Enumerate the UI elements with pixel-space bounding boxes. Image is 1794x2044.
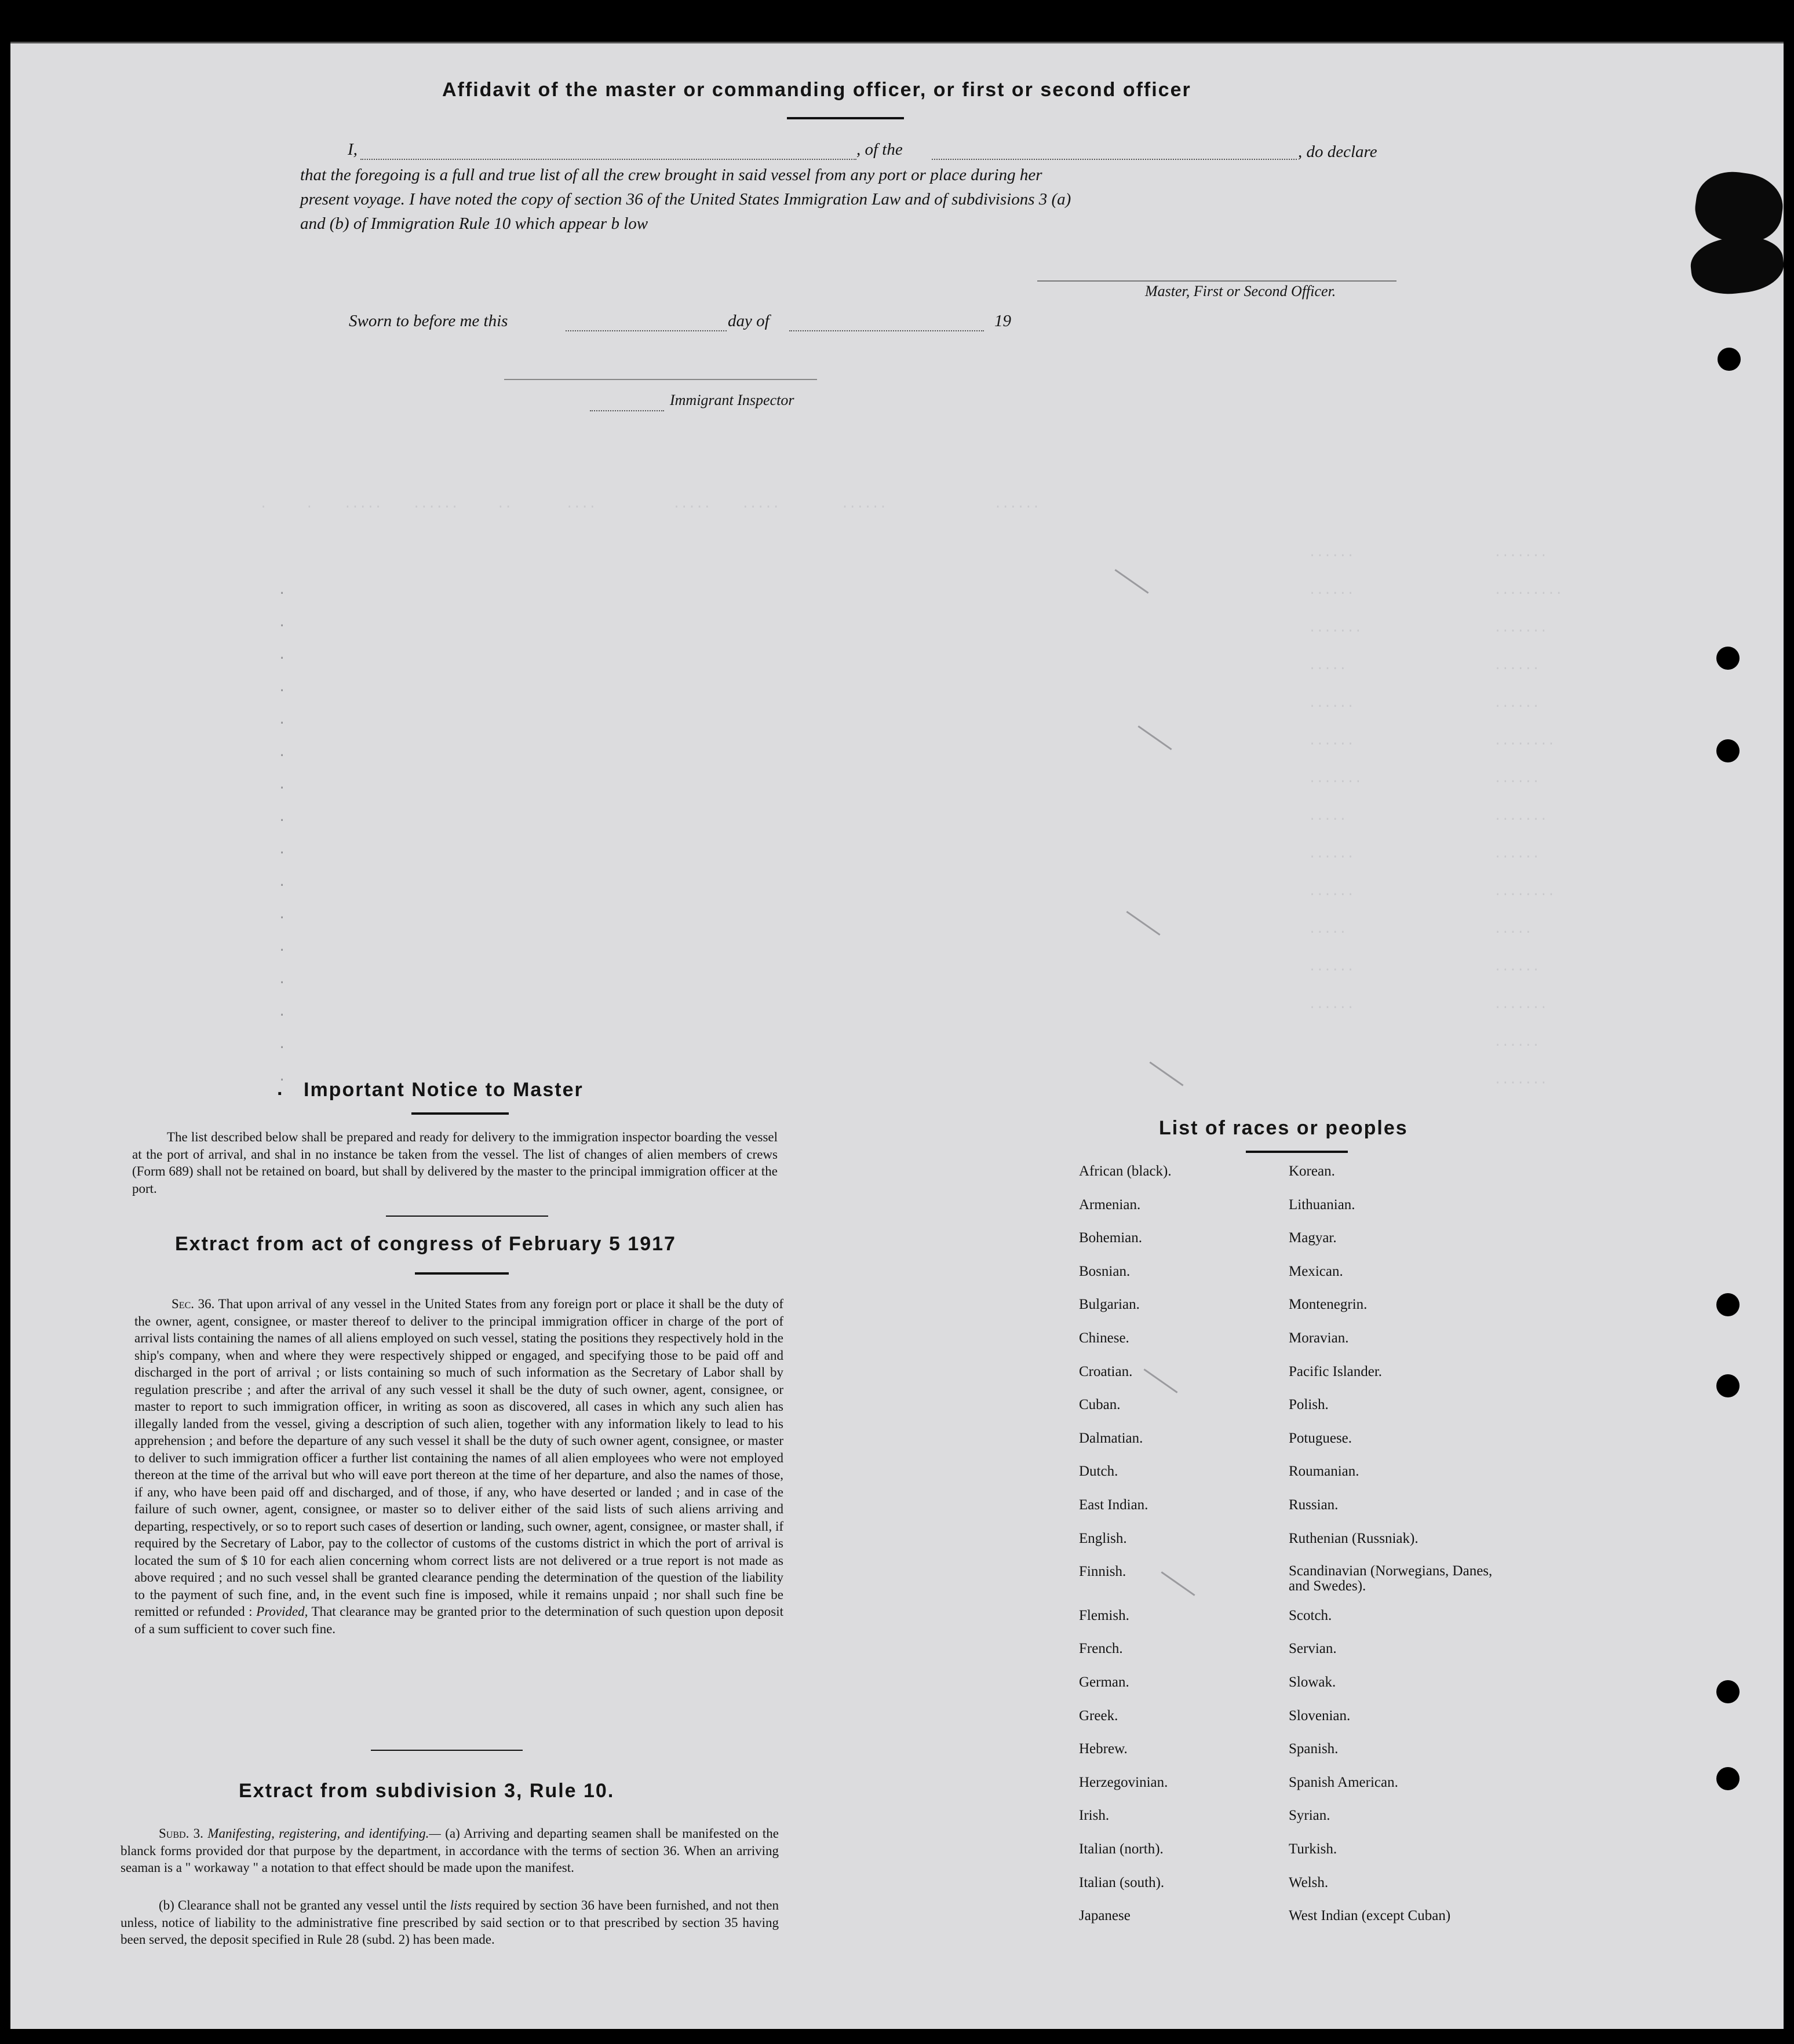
race-entry: West Indian (except Cuban) — [1289, 1908, 1451, 1924]
vessel-blank — [932, 159, 1297, 160]
race-entry: Slovenian. — [1289, 1707, 1351, 1724]
race-entry: Herzegovinian. — [1079, 1774, 1168, 1790]
sworn-month-blank — [789, 330, 984, 331]
race-entry: Spanish American. — [1289, 1774, 1398, 1790]
bleed-through-col-2: ....... ......... ....... ...... ...... ........ ...... ....... ...... ........ ..... ...... ....... ...... ....... — [1494, 546, 1563, 1087]
year-label: 19 — [994, 312, 1011, 330]
race-entry: East Indian. — [1079, 1497, 1148, 1513]
affidavit-line-4: and (b) of Immigration Rule 10 which appear b low — [300, 214, 648, 233]
inspector-caption: Immigrant Inspector — [670, 392, 794, 408]
race-entry: English. — [1079, 1530, 1127, 1546]
race-entry: Greek. — [1079, 1707, 1118, 1724]
race-entry: Bohemian. — [1079, 1230, 1143, 1246]
race-entry: Mexican. — [1289, 1263, 1343, 1279]
rule-subd-heading: Manifesting, registering, and identifying.— — [207, 1826, 441, 1841]
race-entry: Magyar. — [1289, 1230, 1337, 1246]
notice-title-underline — [411, 1112, 509, 1115]
binding-hole — [1718, 348, 1741, 371]
master-caption: Master, First or Second Officer. — [1145, 283, 1336, 300]
notice-divider — [386, 1216, 548, 1217]
rule-subd-b — [121, 1897, 779, 1948]
race-entry: Dalmatian. — [1079, 1430, 1143, 1446]
affidavit-declare-label: , do declare — [1298, 143, 1377, 161]
race-entry: Flemish. — [1079, 1607, 1129, 1623]
act-title-underline — [415, 1272, 509, 1275]
binding-hole — [1716, 1374, 1740, 1397]
binding-hole — [1716, 739, 1740, 762]
act-section-text: That upon arrival of any vessel in the United States from any foreign port or place it shall be the duty of the owner, agent, consignee, or master thereof to deliver to the principal immigration officer in charge of the port of arrival lists containing the names of all aliens employed on such vessel, stating the positions they respectively hold in the ship's company, when and where they were respectively shipped or engaged, and specifying those to be paid off and discharged in the port of arrival ; or lists containing so much of such information as the Secretary of Labor shall by regulation prescribe ; and after the arrival of any such vessel it shall be the duty of such owner, agent, consignee, or master to report to such immigration officer, in writing as soon as discovered, all cases in which any such alien has illegally landed from the vessel, giving a description of such alien, together with any information likely to lead to his apprehension ; and before the departure of any such vessel it shall be the duty of such owner agent, consignee, or master to deliver to such immigration officer a further list containing the names of all alien employees who were not employed thereon at the time of the arrival but who will eave port thereon at the time of her departure, and also the names of those, if any, who have been paid off and discharged, and of those, if any, who have deserted or landed ; and in case of the failure of such owner, agent, consignee, or master so to deliver either of the said lists of such aliens arriving and departing, respectively, or so to report such cases of desertion or landing, such owner, agent, consignee, or master shall, if required by the Secretary of Labor, pay to the collector of customs of the customs district in which the port of arrival is located the sum of $ 10 for each alien concerning whom correct lists are not delivered or a true report is not made as above required ; and no such vessel shall be granted clearance pending the determination of the question of the liability to the payment of such fine, and, in the event such fine is imposed, while it remains unpaid ; nor shall such fine be remitted or refunded : — [134, 1297, 783, 1619]
affidavit-line-2: that the foregoing is a full and true list of all the crew brought in said vessel from any port or place during her — [300, 166, 1042, 184]
rule-para-a: (a) Arriving and departing seamen shall be manifested on the blanck forms provided dor that purpose by the department, in accordance with the terms of section 36. When an arriving seaman is a " workaway " a notation to that effect should be made upon the manifest. — [121, 1826, 779, 1875]
race-entry: Slowak. — [1289, 1674, 1336, 1690]
day-of-label: day of — [728, 312, 770, 330]
race-entry: Cuban. — [1079, 1397, 1121, 1413]
notice-text: The list described below shall be prepared and ready for delivery to the immigration inspector boarding the vessel at the port of arrival, and shal in no instance be taken from the vessel. The list of changes of alien members of crews (Form 689) shall not be retained on board, but shall by delivered by the master to the principal immigration officer at the port. — [132, 1130, 778, 1196]
race-entry: Hebrew. — [1079, 1741, 1128, 1757]
form-sheet — [10, 42, 1784, 2029]
race-entry: Potuguese. — [1289, 1430, 1352, 1446]
pencil-mark — [1161, 1571, 1195, 1596]
rule-para-b-2: required by section 36 have been furnished, and not then unless, notice of liability to the administrative fine prescribed by said section or to that prescribed by section 35 having been served, the deposit specified in Rule 28 (subd. 2) has been made. — [121, 1898, 779, 1947]
race-entry: Pacific Islander. — [1289, 1363, 1383, 1379]
bleed-through-row: . . ..... ...... .. .... ..... ..... ...... ...... — [260, 497, 1040, 512]
race-entry: Montenegrin. — [1289, 1297, 1368, 1313]
race-entry: Finnish. — [1079, 1564, 1126, 1580]
race-entry: Roumanian. — [1289, 1463, 1359, 1480]
notice-title: Important Notice to Master — [304, 1079, 584, 1101]
race-entry: African (black). — [1079, 1163, 1172, 1179]
act-title: Extract from act of congress of February 5 1917 — [175, 1233, 676, 1255]
sworn-label: Sworn to before me this — [349, 312, 508, 330]
rule-para-b-1: (b) Clearance shall not be granted any vessel until the — [159, 1898, 447, 1912]
race-entry: Italian (south). — [1079, 1874, 1165, 1890]
races-title: List of races or peoples — [1159, 1117, 1408, 1139]
sworn-day-blank — [566, 330, 727, 331]
inspector-signature-line — [504, 379, 817, 380]
binding-hole — [1716, 1767, 1740, 1790]
affidavit-i-label: I, — [348, 140, 358, 159]
act-divider — [371, 1750, 523, 1751]
pencil-mark — [1126, 911, 1160, 936]
affidavit-of-the-label: , of the — [856, 140, 903, 159]
name-blank — [360, 159, 856, 160]
race-entry: Ruthenian (Russniak). — [1289, 1530, 1419, 1546]
rule-subd-label: Subd. 3. — [159, 1826, 203, 1841]
race-entry: Bosnian. — [1079, 1263, 1131, 1279]
binding-hole — [1716, 1680, 1740, 1703]
rule-subd-a — [121, 1825, 779, 1877]
race-entry: Moravian. — [1289, 1330, 1349, 1346]
race-entry: Lithuanian. — [1289, 1196, 1355, 1213]
bleed-through-col: ...... ...... ....... ..... ...... ...... ....... ..... ...... ...... ..... ...... ...... — [1308, 546, 1362, 1012]
race-entry: Welsh. — [1289, 1874, 1329, 1890]
bleed-through-dots: . . . . . . . . . . . . . . . . — [278, 583, 286, 1085]
master-signature-line — [1037, 280, 1396, 282]
pencil-mark — [1114, 569, 1148, 594]
race-entry: Chinese. — [1079, 1330, 1129, 1346]
race-entry: German. — [1079, 1674, 1129, 1690]
pencil-mark — [1143, 1368, 1177, 1393]
edge-tear-mark — [1691, 167, 1786, 248]
edge-tear-mark — [1688, 233, 1786, 298]
race-entry: Bulgarian. — [1079, 1297, 1140, 1313]
race-entry: Turkish. — [1289, 1841, 1337, 1857]
pencil-mark — [1149, 1061, 1183, 1086]
page-edge-top — [10, 42, 1784, 43]
binding-hole — [1716, 1293, 1740, 1316]
race-entry: Polish. — [1289, 1397, 1329, 1413]
pencil-mark — [1137, 725, 1172, 750]
race-entry: Japanese — [1079, 1908, 1131, 1924]
race-entry: Spanish. — [1289, 1741, 1339, 1757]
race-entry: Armenian. — [1079, 1196, 1141, 1213]
races-title-underline — [1246, 1151, 1348, 1153]
inspector-dotted-line — [590, 410, 664, 411]
binding-hole — [1716, 647, 1740, 670]
race-entry: Dutch. — [1079, 1463, 1118, 1480]
rule-title: Extract from subdivision 3, Rule 10. — [239, 1780, 615, 1802]
race-entry: Scandinavian (Norwegians, Danes, and Swedes). — [1289, 1563, 1493, 1594]
race-entry: Syrian. — [1289, 1808, 1330, 1824]
race-entry: Irish. — [1079, 1808, 1110, 1824]
rule-para-b-lists: lists — [450, 1898, 472, 1912]
notice-bullet: . — [277, 1078, 283, 1100]
act-section-label: Sec. 36. — [172, 1297, 215, 1311]
race-entry: Servian. — [1289, 1641, 1337, 1657]
act-section-text-end: That clearance may be granted prior to the determination of such question upon deposit of a sum sufficient to cover such fine. — [134, 1604, 784, 1636]
affidavit-title-underline — [787, 117, 904, 119]
affidavit-title: Affidavit of the master or commanding officer, or first or second officer — [442, 79, 1191, 101]
race-entry: Scotch. — [1289, 1607, 1332, 1623]
race-entry: French. — [1079, 1641, 1123, 1657]
act-section-36 — [134, 1295, 783, 1637]
race-entry: Italian (north). — [1079, 1841, 1164, 1857]
act-provided: Provided, — [256, 1604, 308, 1619]
race-entry: Korean. — [1289, 1163, 1335, 1179]
race-entry: Russian. — [1289, 1497, 1339, 1513]
affidavit-line-3: present voyage. I have noted the copy of section 36 of the United States Immigration Law and of subdivisions 3 (a) — [300, 190, 1071, 209]
race-entry: Croatian. — [1079, 1363, 1133, 1379]
